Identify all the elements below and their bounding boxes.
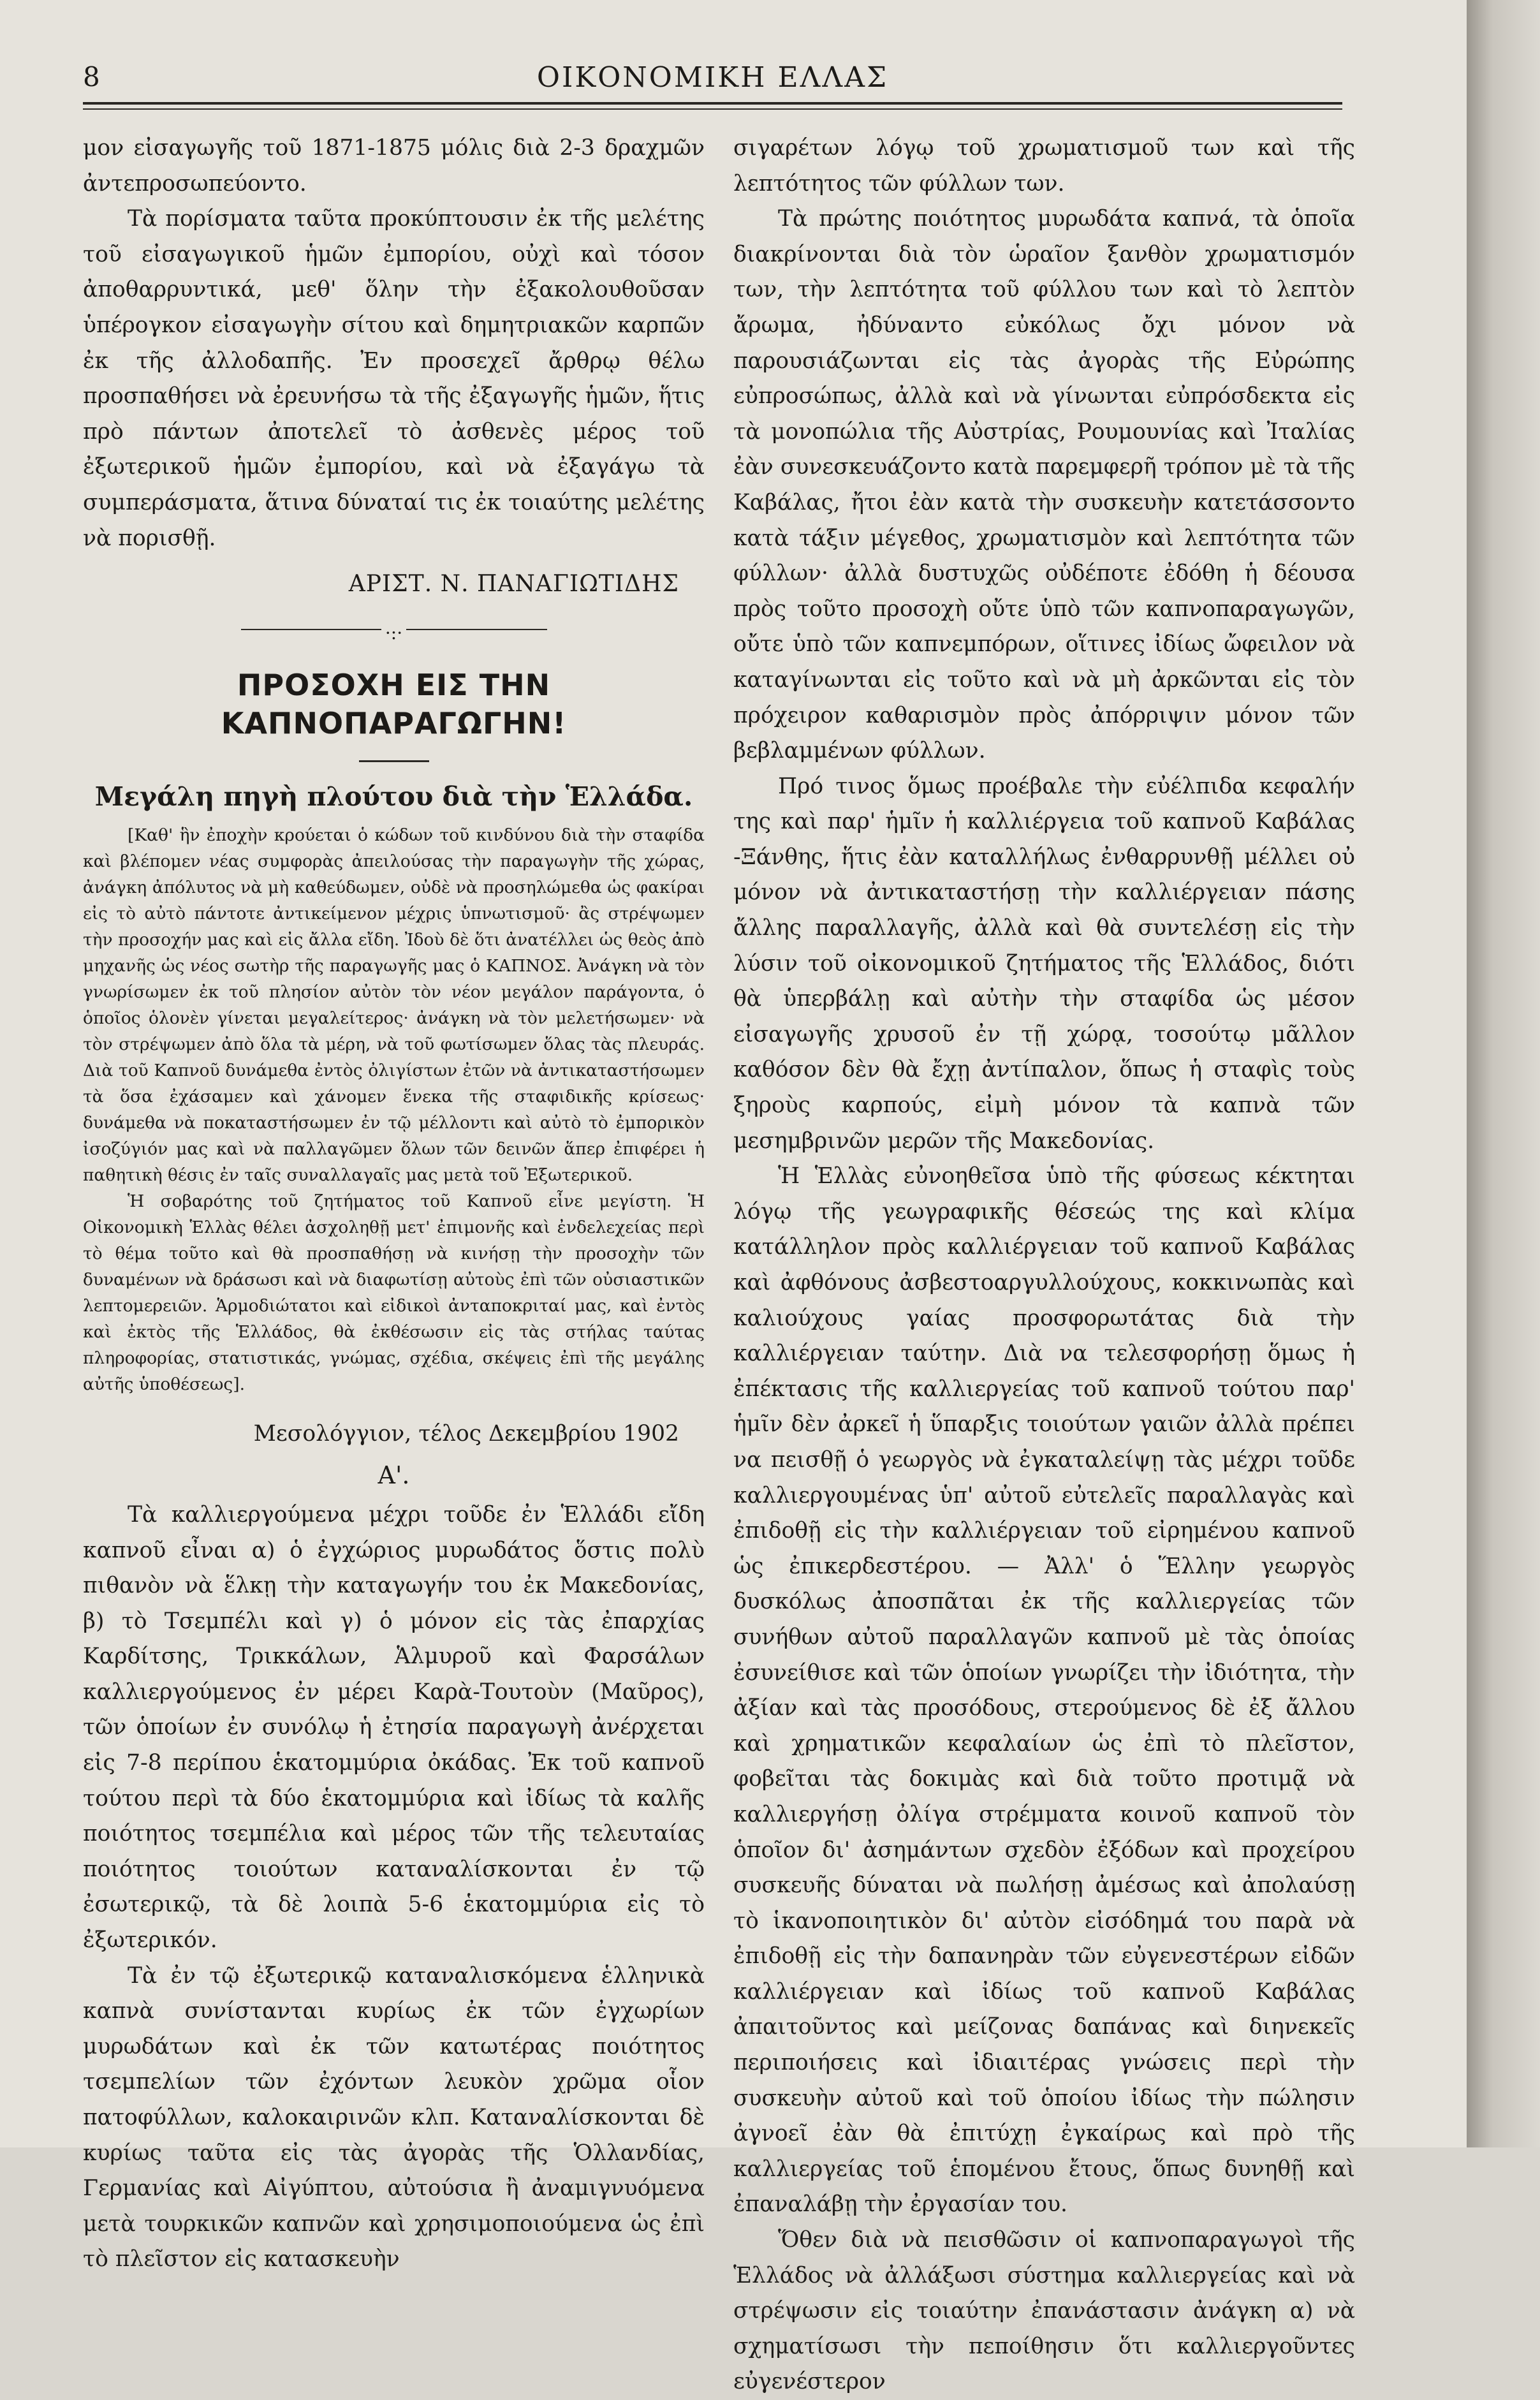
left-column (83, 131, 705, 2278)
section-divider (241, 616, 547, 642)
right-intro-text: σιγαρέτων λόγῳ τοῦ χρωματισμοῦ των καὶ τῆς λεπτότητος τῶν φύλλων των. (733, 135, 1355, 196)
editorial-note-2: Ἡ σοβαρότης τοῦ ζητήματος τοῦ Καπνοῦ εἶνε μεγίστη. Ἡ Οἰκονομικὴ Ἑλλὰς θέλει ἀσχοληθῇ μετ' ἐπιμονῆς καὶ ἐνδελεχείας περὶ τὸ θέμα τοῦτο καὶ θὰ προσπαθήσῃ νὰ κινήσῃ τὴν προσοχὴν τῶν δυναμένων νὰ δράσωσι καὶ νὰ διαφωτίσῃ αὐτοὺς ἐπὶ τῶν οὐσιαστικῶν λεπτομερειῶν. Ἁρμοδιώτατοι καὶ εἰδικοὶ ἀνταποκριταί μας, καὶ ἐντὸς καὶ ἐκτὸς τῆς Ἑλλάδος, θὰ ἐκθέσωσιν εἰς τὰς στήλας ταύτας πληροφορίας, στατιστικάς, γνώμας, σχέδια, σκέψεις ἐπὶ τῆς μεγάλης αὐτῆς ὑποθέσεως]. (83, 1191, 705, 1394)
article-headline: ΠΡΟΣΟΧΗ ΕΙΣ ΤΗΝ ΚΑΠΝΟΠΑΡΑΓΩΓΗΝ! (221, 667, 567, 740)
author-signature: ΑΡΙΣΤ. Ν. ΠΑΝΑΓΙΩΤΙΔΗΣ (348, 571, 679, 598)
header-rule (83, 102, 1342, 105)
book-spine-shadow (1467, 0, 1540, 2147)
page-header (83, 56, 1342, 101)
journal-title: ΟΙΚΟΝΟΜΙΚΗ ΕΛΛΑΣ (536, 61, 889, 94)
right-column (733, 131, 1355, 2400)
section-letter: Α'. (378, 1461, 410, 1490)
editorial-note-1: [Καθ' ἣν ἐποχὴν κρούεται ὁ κώδων τοῦ κινδύνου διὰ τὴν σταφίδα καὶ βλέπομεν νέας συμφορὰς ἀπειλούσας τὴν παραγωγὴν τῆς χώρας, ἀνάγκη ἀπόλυτος νὰ μὴ καθεύδωμεν, οὐδὲ νὰ προσηλώμεθα ὡς φακίραι εἰς τὸ αὐτὸ πάντοτε ἀντικείμενον μέχρις ὑπνωτισμοῦ· ἂς στρέψωμεν τὴν προσοχήν μας καὶ εἰς ἄλλα εἴδη. Ἰδοὺ δὲ ὅτι ἀνατέλλει ὡς θεὸς ἀπὸ μηχανῆς ὡς νέος σωτὴρ τῆς παραγωγῆς μας ὁ ΚΑΠΝΟΣ. Ἀνάγκη νὰ τὸν γνωρίσωμεν ἐκ τοῦ πλησίον αὐτὸν τὸν νέον μεγάλον παράγοντα, ὁ ὁποῖος ὁλονὲν γίνεται μεγαλείτερος· ἀνάγκη νὰ τὸν μελετήσωμεν· νὰ τὸν στρέψωμεν ἀπὸ ὅλα τὰ μέρη, νὰ τοῦ φωτίσωμεν ὅλας τὰς πλευράς. Διὰ τοῦ Καπνοῦ δυνάμεθα ἐντὸς ὀλιγίστων ἐτῶν νὰ ἀντικαταστήσωμεν τὰ ὅσα ἐχάσαμεν καὶ χάνομεν ἕνεκα τῆς σταφιδικῆς κρίσεως· δυνάμεθα νὰ ποκαταστήσωμεν ἐν τῷ μέλλοντι καὶ αὐτὸ τὸ ἐμπορικὸν ἰσοζύγιόν μας καὶ νὰ παλλαγῶμεν ὅλων τῶν δεινῶν ἅπερ ἐπιφέρει ἡ παθητικὴ θέσις ἐν ταῖς συναλλαγαῖς μας μετὰ τοῦ Ἐξωτερικοῦ. (83, 825, 705, 1185)
article-subheadline: Μεγάλη πηγὴ πλούτου διὰ τὴν Ἑλλάδα. (94, 781, 693, 812)
headline-rule (359, 760, 429, 762)
page-number: 8 (83, 61, 100, 92)
right-paragraph-3: Ἡ Ἑλλὰς εὐνοηθεῖσα ὑπὸ τῆς φύσεως κέκτηται λόγῳ τῆς γεωγραφικῆς θέσεώς της καὶ κλίμα κατάλληλον πρὸς καλλιέργειαν τοῦ καπνοῦ Καβάλας καὶ ἀφθόνους ἀσβεστοαργυλλούχους, κοκκινωπὰς καὶ καλιούχους γαίας προσφορωτάτας διὰ τὴν καλλιέργειαν ταύτην. Διὰ να τελεσφορήσῃ ὅμως ἡ ἐπέκτασις τῆς καλλιεργείας τοῦ καπνοῦ τούτου παρ' ἡμῖν δὲν ἀρκεῖ ἡ ὕπαρξις τοιούτων γαιῶν ἀλλὰ πρέπει να πεισθῇ ὁ γεωργὸς νὰ ἐγκαταλείψῃ τὰς μέχρι τοῦδε καλλιεργουμένας ὑπ' αὐτοῦ εὐτελεῖς παραλλαγὰς καὶ ἐπιδοθῇ εἰς τὴν καλλιέργειαν τοῦ εἰρημένου καπνοῦ ὡς ἐπικερδεστέρου. — Ἀλλ' ὁ Ἕλλην γεωργὸς δυσκόλως ἀποσπᾶται ἐκ τῆς καλλιεργείας τῶν συνήθων αὐτοῦ παραλλαγῶν καπνοῦ μὲ τὰς ὁποίας ἐσυνείθισε καὶ τῶν ὁποίων γνωρίζει τὴν ἰδιότητα, τὴν ἀξίαν καὶ τὰς προσόδους, στερούμενος δὲ ἐξ ἄλλου καὶ χρηματικῶν κεφαλαίων ὡς ἐπὶ τὸ πλεῖστον, φοβεῖται τὰς δοκιμὰς καὶ διὰ τοῦτο προτιμᾷ νὰ καλλιεργήσῃ ὀλίγα στρέμματα κοινοῦ καπνοῦ τὸν ὁποῖον δι' ἀσημάντων σχεδὸν ἐξόδων καὶ προχείρου συσκευῆς δύναται νὰ πωλήσῃ ἀμέσως καὶ ἀπολαύσῃ τὸ ἱκανοποιητικὸν δι' αὐτὸν εἰσόδημά του παρὰ νὰ ἐπιδοθῇ εἰς τὴν δαπανηρὰν τῶν εὐγενεστέρων εἰδῶν καλλιέργειαν καὶ ἰδίως τοῦ καπνοῦ Καβάλας ἀπαιτοῦντος καὶ μείζονας δαπάνας καὶ διηνεκεῖς περιποιήσεις καὶ ἰδιαιτέρας γνώσεις περὶ τὴν συσκευὴν αὐτοῦ καὶ τοῦ ὁποίου ἰδίως τὴν πώλησιν ἀγνοεῖ ἐὰν θὰ ἐπιτύχῃ ἐγκαίρως καὶ πρὸ τῆς καλλιεργείας τοῦ ἑπομένου ἔτους, ὅπως δυνηθῇ καὶ ἐπαναλάβῃ τὴν ἐργασίαν του. (733, 1163, 1355, 2218)
left-paragraph-2: Τὰ καλλιεργούμενα μέχρι τοῦδε ἐν Ἑλλάδι εἴδη καπνοῦ εἶναι α) ὁ ἐγχώριος μυρωδάτος ὅστις πολὺ πιθανὸν νὰ ἕλκῃ τὴν καταγωγήν του ἐκ Μακεδονίας, β) τὸ Τσεμπέλι καὶ γ) ὁ μόνον εἰς τὰς ἐπαρχίας Καρδίτσης, Τρικκάλων, Ἁλμυροῦ καὶ Φαρσάλων καλλιεργούμενος ἐν μέρει Καρὰ-Τουτοὺν (Μαῦρος), τῶν ὁποίων ἐν συνόλῳ ἡ ἐτησία παραγωγὴ ἀνέρχεται εἰς 7-8 περίπου ἑκατομμύρια ὀκάδας. Ἐκ τοῦ καπνοῦ τούτου περὶ τὰ δύο ἑκατομμύρια καὶ ἰδίως τὰ καλῆς ποιότητος τσεμπέλια καὶ μέρος τῶν τῆς τελευταίας ποιότητος τοιούτων καταναλίσκονται ἐν τῷ ἐσωτερικῷ, τὰ δὲ λοιπὰ 5-6 ἑκατομμύρια εἰς τὸ ἐξωτερικόν. (83, 1501, 705, 1954)
left-intro-text: μον εἰσαγωγῆς τοῦ 1871-1875 μόλις διὰ 2-3 δραχμῶν ἀντεπροσωπεύοντο. (83, 135, 705, 196)
divider-ornament: ·:· (381, 622, 406, 644)
header-rule-thin (83, 108, 1342, 110)
right-paragraph-1: Τὰ πρώτης ποιότητος μυρωδάτα καπνά, τὰ ὁποῖα διακρίνονται διὰ τὸν ὡραῖον ξανθὸν χρωματισμόν των, τὴν λεπτότητα τοῦ φύλλου των καὶ τὸ λεπτὸν ἄρωμα, ἠδύναντο εὐκόλως ὄχι μόνον νὰ παρουσιάζωνται εἰς τὰς ἀγορὰς τῆς Εὐρώπης εὐπροσώπως, ἀλλὰ καὶ νὰ γίνωνται εὐπρόσδεκτα εἰς τὰ μονοπώλια τῆς Αὐστρίας, Ρουμουνίας καὶ Ἰταλίας ἐὰν συνεσκευάζοντο κατὰ παρεμφερῆ τρόπον μὲ τὰ τῆς Καβάλας, ἤτοι ἐὰν κατὰ τὴν συσκευὴν κατετάσσοντο κατὰ τάξιν μέγεθος, χρωματισμὸν καὶ λεπτότητα τῶν φύλλων· ἀλλὰ δυστυχῶς οὐδέποτε ἐδόθη ἡ δέουσα πρὸς τοῦτο προσοχὴ οὔτε ὑπὸ τῶν καπνοπαραγωγῶν, οὔτε ὑπὸ τῶν καπνεμπόρων, οἵτινες ἰδίως ὤφειλον νὰ καταγίνωνται εἰς τοῦτο καὶ νὰ μὴ ἀρκῶνται εἰς τὸν πρόχειρον καθαρισμὸν πρὸς ἀπόρριψιν μόνον τῶν βεβλαμμένων φύλλων. (733, 206, 1355, 764)
left-paragraph-3: Τὰ ἐν τῷ ἐξωτερικῷ καταναλισκόμενα ἑλληνικὰ καπνὰ συνίστανται κυρίως ἐκ τῶν ἐγχωρίων μυρωδάτων καὶ ἐκ τῶν κατωτέρας ποιότητος τσεμπελίων τῶν ἐχόντων λευκὸν χρῶμα οἷον πατοφύλλων, καλοκαιρινῶν κλπ. Καταναλίσκονται δὲ κυρίως ταῦτα εἰς τὰς ἀγορὰς τῆς Ὁλλανδίας, Γερμανίας καὶ Αἰγύπτου, αὐτούσια ἢ ἀναμιγνυόμενα μετὰ τουρκικῶν καπνῶν καὶ χρησιμοποιούμενα ὡς ἐπὶ τὸ πλεῖστον εἰς κατασκευὴν (83, 1962, 705, 2272)
right-paragraph-4: Ὅθεν διὰ νὰ πεισθῶσιν οἱ καπνοπαραγωγοὶ τῆς Ἑλλάδος νὰ ἀλλάξωσι σύστημα καλλιεργείας καὶ νὰ στρέψωσιν εἰς τοιαύτην ἐπανάστασιν ἀνάγκη α) νὰ σχηματίσωσι τὴν πεποίθησιν ὅτι καλλιεργοῦντες εὐγενέστερον (733, 2227, 1355, 2395)
dateline: Μεσολόγγιον, τέλος Δεκεμβρίου 1902 (253, 1420, 679, 1447)
left-paragraph-1: Τὰ πορίσματα ταῦτα προκύπτουσιν ἐκ τῆς μελέτης τοῦ εἰσαγωγικοῦ ἡμῶν ἐμπορίου, οὐχὶ καὶ τόσον ἀποθαρρυντικά, μεθ' ὅλην τὴν ἐξακολουθοῦσαν ὑπέρογκον εἰσαγωγὴν σίτου καὶ δημητριακῶν καρπῶν ἐκ τῆς ἀλλοδαπῆς. Ἐν προσεχεῖ ἄρθρῳ θέλω προσπαθήσει νὰ ἐρευνήσω τὰ τῆς ἐξαγωγῆς ἡμῶν, ἥτις πρὸ πάντων ἀποτελεῖ τὸ ἀσθενὲς μέρος τοῦ ἐξωτερικοῦ ἡμῶν ἐμπορίου, καὶ νὰ ἐξαγάγω τὰ συμπεράσματα, ἅτινα δύναταί τις ἐκ τοιαύτης μελέτης νὰ πορισθῇ. (83, 206, 705, 551)
right-paragraph-2: Πρό τινος ὅμως προέβαλε τὴν εὐέλπιδα κεφαλήν της καὶ παρ' ἡμῖν ἡ καλλιέργεια τοῦ καπνοῦ Καβάλας -Ξάνθης, ἥτις ἐὰν καταλλήλως ἐνθαρρυνθῇ μέλλει οὐ μόνον νὰ ἀντικαταστήσῃ τὴν καλλιέργειαν πάσης ἄλλης παραλλαγῆς, ἀλλὰ καὶ θὰ συντελέσῃ εἰς τὴν λύσιν τοῦ οἰκονομικοῦ ζητήματος τῆς Ἑλλάδος, διότι θὰ ὑπερβάλῃ καὶ αὐτὴν τὴν σταφίδα ὡς μέσον εἰσαγωγῆς χρυσοῦ ἐν τῇ χώρᾳ, τοσούτῳ μᾶλλον καθόσον δὲν θὰ ἔχῃ ἀντίπαλον, ὅπως ἡ σταφὶς τοὺς ξηροὺς καρπούς, εἰμὴ μόνον τὰ καπνὰ τῶν μεσημβρινῶν μερῶν τῆς Μακεδονίας. (733, 773, 1355, 1154)
